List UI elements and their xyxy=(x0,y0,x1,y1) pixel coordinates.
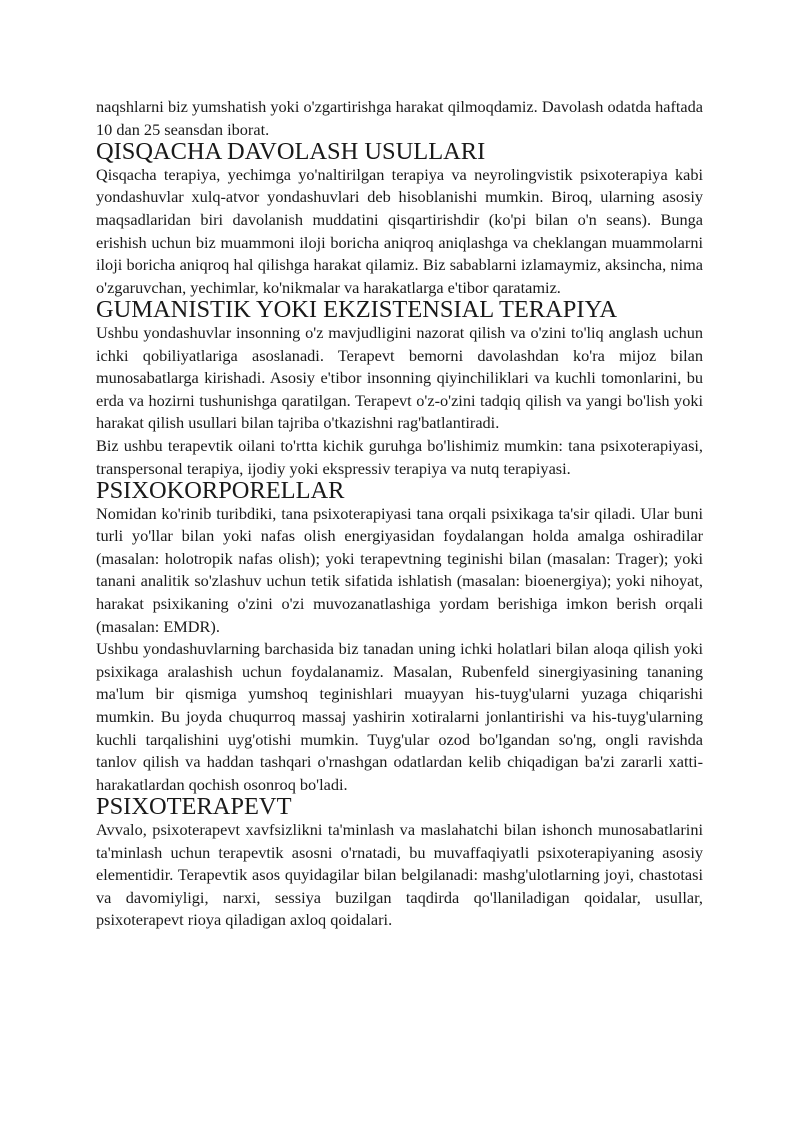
document-page xyxy=(96,96,703,932)
paragraph-intro: naqshlarni biz yumshatish yoki o'zgartirishga harakat qilmoqdamiz. Davolash odatda haftada 10 dan 25 seansdan iborat. xyxy=(96,97,703,139)
heading-psychotherapist: PSIXOTERAPEVT xyxy=(96,793,292,821)
paragraph-psychotherapist: Avvalo, psixoterapevt xavfsizlikni ta'minlash va maslahatchi bilan ishonch munosabatlarini ta'minlash uchun terapevtik asosni o'rnatadi, bu muvaffaqiyatli psixoterapiyaning asosiy elementidir. Terapevtik asos quyidagilar bilan belgilanadi: mashg'ulotlarning joyi, chastotasi va davomiyligi, narxi, sessiya buzilgan taqdirda qo'llaniladigan qoidalar, usullar, psixoterapevt rioya qiladigan axloq qoidalari. xyxy=(96,820,703,930)
paragraph-humanistic-1: Ushbu yondashuvlar insonning o'z mavjudligini nazorat qilish va o'zini to'liq anglash uchun ichki qobiliyatlariga asoslanadi. Terapevt bemorni davolashdan ko'ra mijoz bilan munosabatlarga kirishadi. Asosiy e'tibor insonning qiyinchiliklari va kuchli tomonlarini, bu erda va hozirni tushunishga qaratilgan. Terapevt o'z-o'zini tadqiq qilish va yangi bo'lish yoki harakat qilish usullari bilan tajriba o'tkazishni rag'batlantiradi. xyxy=(96,322,703,433)
heading-humanistic-therapy: GUMANISTIK YOKI EKZISTENSIAL TERAPIYA xyxy=(96,296,618,324)
paragraph-brief-therapy: Qisqacha terapiya, yechimga yo'naltirilgan terapiya va neyrolingvistik psixoterapiya kabi yondashuvlar xulq-atvor yondashuvlari deb hisoblanishi mumkin. Biroq, ularning asosiy maqsadlaridan biri davolanish muddatini qisqartirishdir (ko'pi bilan o'n seans). Bunga erishish uchun biz muammoni iloji boricha aniqroq aniqlashga va cheklangan muammolarni iloji boricha aniqroq hal qilishga harakat qilamiz. Biz sabablarni izlamaymiz, aksincha, nima o'zgaruvchan, yechimlar, ko'nikmalar va harakatlarga e'tibor qaratamiz. xyxy=(96,164,703,297)
paragraph-psychocorporal-2: Ushbu yondashuvlarning barchasida biz tanadan uning ichki holatlari bilan aloqa qilish yoki psixikaga aralashish uchun foydalanamiz. Masalan, Rubenfeld sinergiyasining tananing ma'lum bir qismiga yumshoq teginishlari muayyan his-tuyg'ularni yuzaga chiqarishi mumkin. Bu joyda chuqurroq massaj yashirin xotiralarni jonlantirishi va his-tuyg'ularning kuchli tarqalishini uyg'otishi mumkin. Tuyg'ular ozod bo'lgandan so'ng, ongli ravishda tanlov qilish va haddan tashqari o'rnashgan odatlardan kelib chiqadigan ba'zi zararli xatti-harakatlardan qochish osonroq bo'ladi. xyxy=(96,639,703,794)
paragraph-psychocorporal-1: Nomidan ko'rinib turibdiki, tana psixoterapiyasi tana orqali psixikaga ta'sir qiladi. Ular buni turli yo'llar bilan yoki nafas olish energiyasidan foydalangan holda amalga oshiradilar (masalan: holotropik nafas olish); yoki terapevtning teginishi bilan (masalan: Trager); yoki tanani analitik so'zlashuv uchun tetik sifatida ishlatish (masalan: bioenergiya); yoki nihoyat, harakat psixikaning o'zini o'zi muvozanatlashiga yordam berishiga imkon berish orqali (masalan: EMDR). xyxy=(96,503,703,636)
paragraph-humanistic-2: Biz ushbu terapevtik oilani to'rtta kichik guruhga bo'lishimiz mumkin: tana psixoterapiyasi, transpersonal terapiya, ijodiy yoki ekspressiv terapiya va nutq terapiyasi. xyxy=(96,435,703,478)
heading-brief-therapy: QISQACHA DAVOLASH USULLARI xyxy=(96,138,486,166)
heading-psychocorporal: PSIXOKORPORELLAR xyxy=(96,477,345,505)
